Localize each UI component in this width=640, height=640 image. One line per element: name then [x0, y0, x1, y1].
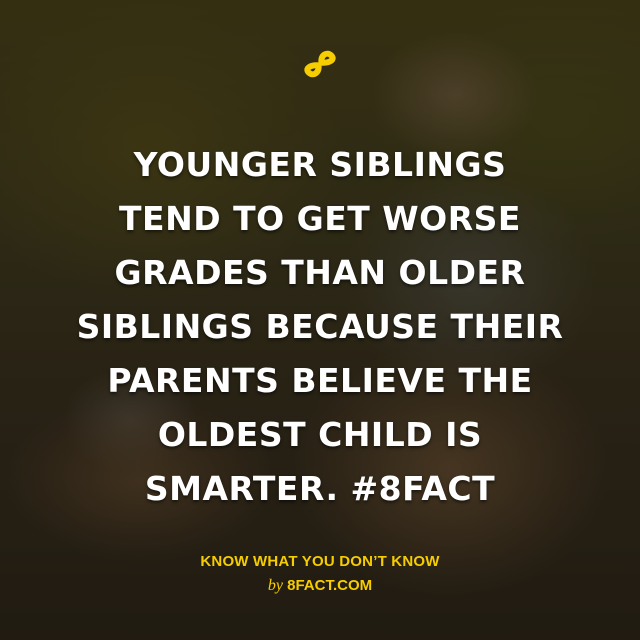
infinity-eight-logo-icon [296, 40, 344, 88]
fact-line: GRADES THAN OLDER [114, 253, 526, 292]
fact-line: PARENTS BELIEVE THE [107, 361, 533, 400]
byline[interactable] [0, 576, 640, 596]
fact-line: SMARTER. #8FACT [144, 469, 496, 508]
fact-headline [20, 138, 620, 516]
footer [0, 552, 640, 596]
by-prefix: by [267, 577, 283, 594]
fact-line: YOUNGER SIBLINGS [133, 145, 507, 184]
fact-line: OLDEST CHILD IS [157, 415, 483, 454]
fact-line: SIBLINGS BECAUSE THEIR [76, 307, 564, 346]
tagline: KNOW WHAT YOU DON’T KNOW [200, 553, 440, 570]
site-link[interactable]: 8FACT.COM [287, 577, 373, 594]
fact-line: TEND TO GET WORSE [119, 199, 521, 238]
